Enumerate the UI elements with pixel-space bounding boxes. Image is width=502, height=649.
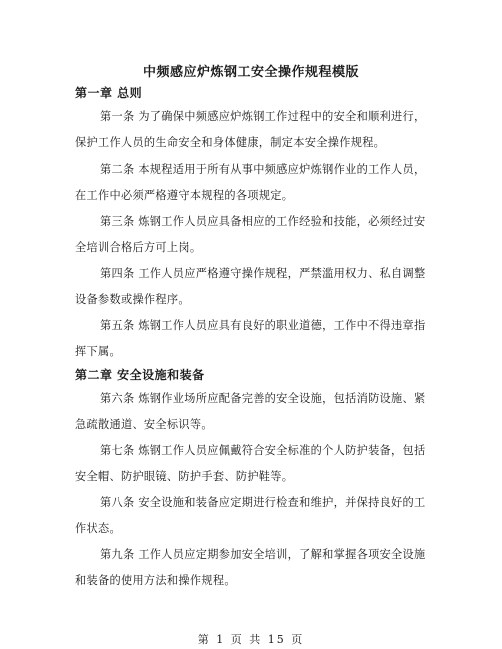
article-line: 保护工作人员的生命安全和身体健康，制定本安全操作规程。: [75, 136, 386, 149]
article-line: 第八条 安全设施和装备应定期进行检查和维护，并保持良好的工: [100, 496, 426, 509]
article-line: 作状态。: [75, 522, 121, 535]
article-line: 和装备的使用方法和操作规程。: [75, 574, 236, 587]
article-line: 急疏散通道、安全标识等。: [75, 418, 213, 431]
article-line: 第二条 本规程适用于所有从事中频感应炉炼钢作业的工作人员，: [100, 163, 426, 176]
document-title: 中频感应炉炼钢工安全操作规程模版: [142, 65, 359, 80]
article-line: 第三条 炼钢工作人员应具备相应的工作经验和技能，必须经过安: [100, 215, 426, 228]
article-line: 第六条 炼钢作业场所应配备完善的安全设施，包括消防设施、紧: [100, 392, 426, 405]
article-line: 安全帽、防护眼镜、防护手套、防护鞋等。: [75, 470, 294, 483]
chapter-1-heading: 第一章 总则: [75, 86, 143, 100]
article-line: 第一条 为了确保中频感应炉炼钢工作过程中的安全和顺利进行，: [100, 110, 426, 123]
article-line: 在工作中必须严格遵守本规程的各项规定。: [75, 189, 294, 202]
article-line: 全培训合格后方可上岗。: [75, 241, 202, 254]
article-line: 第五条 炼钢工作人员应具有良好的职业道德，工作中不得违章指: [100, 319, 426, 332]
article-line: 第九条 工作人员应定期参加安全培训，了解和掌握各项安全设施: [100, 548, 426, 561]
page-footer: 第 1 页 共 15 页: [197, 633, 305, 646]
article-line: 第七条 炼钢工作人员应佩戴符合安全标准的个人防护装备，包括: [100, 444, 426, 457]
article-line: 挥下属。: [75, 345, 121, 358]
article-line: 第四条 工作人员应严格遵守操作规程，严禁滥用权力、私自调整: [100, 267, 426, 280]
chapter-2-heading: 第二章 安全设施和装备: [75, 368, 205, 382]
article-line: 设备参数或操作程序。: [75, 293, 190, 306]
